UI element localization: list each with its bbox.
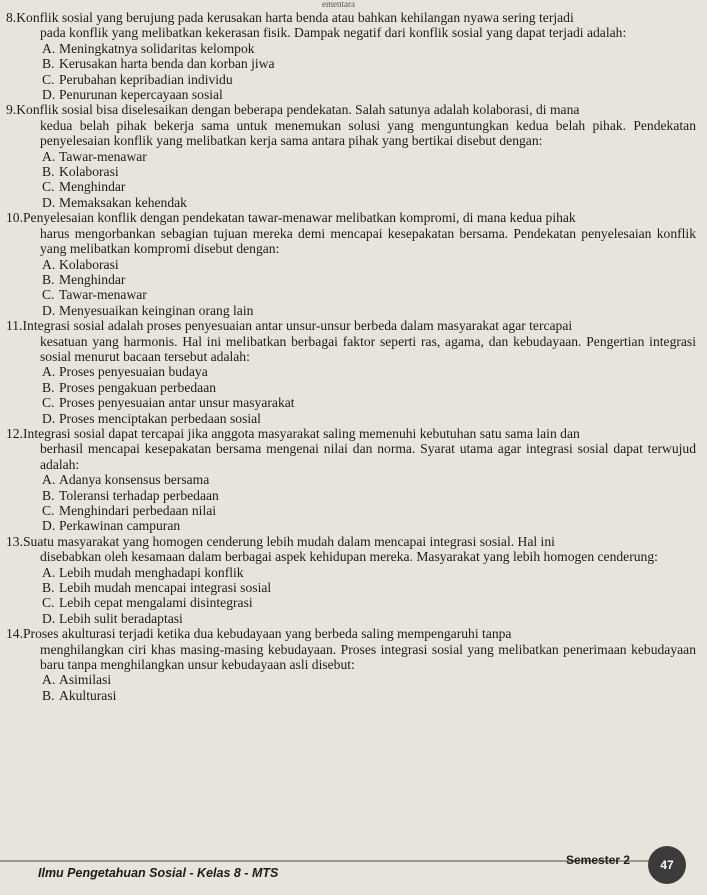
option-letter: C.: [42, 503, 55, 518]
answer-option: [42, 195, 696, 210]
option-text: Lebih mudah mencapai integrasi sosial: [59, 580, 272, 596]
option-text: Proses penyesuaian budaya: [59, 364, 208, 380]
question-stem: [6, 318, 696, 333]
answer-option: [42, 72, 696, 87]
answer-option: [42, 395, 696, 410]
option-letter: B.: [42, 379, 55, 395]
option-text: Kolaborasi: [59, 164, 119, 180]
option-letter: D.: [42, 610, 56, 626]
answer-options: [6, 472, 696, 534]
answer-option: [42, 518, 696, 533]
question-stem-continuation: menghilangkan ciri khas masing-masing kebudayaan. Proses integrasi sosial yang melibatkan penerimaan kebudayaan baru tanpa menghilangkan unsur kebudayaan asli disebut:: [40, 641, 696, 673]
page-number-badge: 47: [648, 846, 686, 884]
option-text: Meningkatnya solidaritas kelompok: [59, 40, 255, 56]
answer-option: [42, 41, 696, 56]
question-14: [6, 626, 696, 703]
question-stem-continuation: berhasil mencapai kesepakatan bersama mengenai nilai dan norma. Syarat utama agar integrasi sosial dapat terwujud adalah:: [40, 441, 696, 472]
option-text: Tawar-menawar: [59, 287, 147, 303]
question-stem-first-line: Konflik sosial yang berujung pada kerusakan harta benda atau bahkan kehilangan nyawa sering terjadi: [16, 10, 574, 25]
question-number: 10.: [6, 210, 23, 226]
question-number: 12.: [6, 425, 23, 441]
option-text: Memaksakan kehendak: [59, 194, 187, 210]
option-letter: B.: [42, 271, 55, 287]
option-text: Menghindar: [59, 271, 126, 287]
option-letter: C.: [42, 179, 55, 195]
option-letter: A.: [42, 564, 56, 580]
question-stem: [6, 10, 696, 25]
answer-options: [6, 41, 696, 103]
option-text: Lebih cepat mengalami disintegrasi: [59, 595, 253, 611]
question-stem-continuation: disebabkan oleh kesamaan dalam berbagai aspek kehidupan mereka. Masyarakat yang lebih homogen cenderung:: [40, 549, 658, 565]
option-letter: B.: [42, 687, 55, 703]
option-letter: D.: [42, 87, 56, 103]
question-number: 13.: [6, 533, 23, 549]
option-letter: C.: [42, 595, 55, 611]
question-13: [6, 534, 696, 626]
question-number: 8.: [6, 10, 17, 25]
question-11: [6, 318, 696, 426]
option-text: Menghindar: [59, 179, 126, 195]
option-text: Perubahan kepribadian individu: [59, 71, 233, 87]
option-letter: B.: [42, 56, 55, 72]
option-text: Asimilasi: [59, 672, 112, 688]
question-stem-continuation: kedua belah pihak bekerja sama untuk menemukan solusi yang menguntungkan kedua belah pihak. Pendekatan penyelesaian konflik yang melibatkan kerja sama antara pihak yang bertikai disebut dengan:: [40, 117, 696, 149]
answer-option: [42, 580, 696, 595]
option-letter: B.: [42, 164, 55, 180]
question-stem-first-line: Proses akulturasi terjadi ketika dua kebudayaan yang berbeda saling mempengaruhi tanpa: [23, 626, 512, 642]
question-stem: [6, 426, 696, 441]
option-text: Proses menciptakan perbedaan sosial: [59, 410, 261, 426]
answer-option: [42, 595, 696, 610]
answer-option: [42, 565, 696, 580]
option-letter: C.: [42, 71, 55, 87]
question-stem-first-line: Integrasi sosial adalah proses penyesuaian antar unsur-unsur berbeda dalam masyarakat agar tercapai: [22, 318, 573, 334]
answer-option: [42, 56, 696, 71]
option-text: Perkawinan campuran: [59, 518, 181, 534]
option-text: Menghindari perbedaan nilai: [59, 503, 217, 518]
answer-options: [6, 257, 696, 319]
question-list: [6, 10, 696, 703]
option-letter: A.: [42, 364, 56, 380]
question-stem-first-line: Konflik sosial bisa diselesaikan dengan beberapa pendekatan. Salah satunya adalah kolaborasi, di mana: [16, 102, 580, 118]
answer-option: [42, 303, 696, 318]
option-letter: C.: [42, 395, 55, 411]
question-number: 11.: [6, 318, 23, 334]
option-text: Penurunan kepercayaan sosial: [59, 87, 223, 103]
question-9: [6, 102, 696, 210]
answer-options: [6, 672, 696, 703]
option-text: Lebih sulit beradaptasi: [59, 610, 183, 626]
option-text: Akulturasi: [59, 687, 117, 703]
answer-option: [42, 257, 696, 272]
answer-option: [42, 503, 696, 518]
semester-label: Semester 2: [566, 853, 631, 867]
question-stem-first-line: Suatu masyarakat yang homogen cenderung lebih mudah dalam mencapai integrasi sosial. Hal ini: [23, 533, 555, 549]
option-text: Menyesuaikan keinginan orang lain: [59, 302, 254, 318]
book-title: Ilmu Pengetahuan Sosial - Kelas 8 - MTS: [38, 866, 279, 880]
question-12: [6, 426, 696, 534]
option-letter: A.: [42, 256, 56, 272]
option-letter: A.: [42, 672, 56, 688]
option-letter: D.: [42, 302, 56, 318]
option-text: Lebih mudah menghadapi konflik: [59, 564, 244, 580]
answer-option: [42, 472, 696, 487]
option-letter: D.: [42, 194, 56, 210]
question-stem-first-line: Integrasi sosial dapat tercapai jika anggota masyarakat saling memenuhi kebutuhan satu sama lain dan: [23, 425, 580, 441]
question-number: 14.: [6, 626, 23, 642]
answer-option: [42, 611, 696, 626]
answer-options: [6, 149, 696, 211]
question-8: [6, 10, 696, 102]
option-letter: B.: [42, 580, 55, 596]
answer-option: [42, 87, 696, 102]
option-text: Kolaborasi: [59, 256, 119, 272]
answer-options: [6, 565, 696, 627]
option-letter: D.: [42, 518, 56, 534]
option-letter: A.: [42, 472, 56, 488]
option-text: Tawar-menawar: [59, 148, 147, 164]
question-number: 9.: [6, 102, 17, 118]
answer-option: [42, 488, 696, 503]
question-stem-continuation: kesatuan yang harmonis. Hal ini melibatkan berbagai faktor seperti ras, agama, dan kebudayaan. Pengertian integrasi sosial menurut bacaan tersebut adalah:: [40, 333, 696, 364]
question-stem: [6, 534, 696, 549]
question-stem-continuation: pada konflik yang melibatkan kekerasan fisik. Dampak negatif dari konflik sosial yang dapat terjadi adalah:: [40, 25, 627, 41]
answer-option: [42, 272, 696, 287]
answer-option: [42, 364, 696, 379]
question-stem-continuation: harus mengorbankan sebagian tujuan mereka demi mencapai kesepakatan bersama. Pendekatan penyelesaian konflik yang melibatkan kompromi disebut dengan:: [40, 225, 696, 257]
answer-option: [42, 179, 696, 194]
footer-divider: [0, 860, 660, 862]
option-text: Kerusakan harta benda dan korban jiwa: [59, 56, 275, 72]
option-text: Toleransi terhadap perbedaan: [59, 487, 219, 503]
option-text: Proses penyesuaian antar unsur masyarakat: [59, 395, 295, 411]
option-text: Proses pengakuan perbedaan: [59, 379, 217, 395]
answer-option: [42, 287, 696, 302]
question-stem: [6, 102, 696, 117]
question-stem-first-line: Penyelesaian konflik dengan pendekatan tawar-menawar melibatkan kompromi, di mana kedua pihak: [23, 210, 576, 226]
answer-option: [42, 380, 696, 395]
option-letter: A.: [42, 148, 56, 164]
option-letter: C.: [42, 287, 55, 303]
question-stem: [6, 626, 696, 641]
question-stem: [6, 210, 696, 225]
option-letter: B.: [42, 487, 55, 503]
answer-option: [42, 149, 696, 164]
option-letter: A.: [42, 40, 56, 56]
answer-option: [42, 672, 696, 687]
question-10: [6, 210, 696, 318]
option-text: Adanya konsensus bersama: [59, 472, 210, 488]
answer-option: [42, 411, 696, 426]
answer-option: [42, 164, 696, 179]
answer-option: [42, 688, 696, 703]
answer-options: [6, 364, 696, 426]
header-fragment: ementara: [322, 0, 355, 9]
option-letter: D.: [42, 410, 56, 426]
